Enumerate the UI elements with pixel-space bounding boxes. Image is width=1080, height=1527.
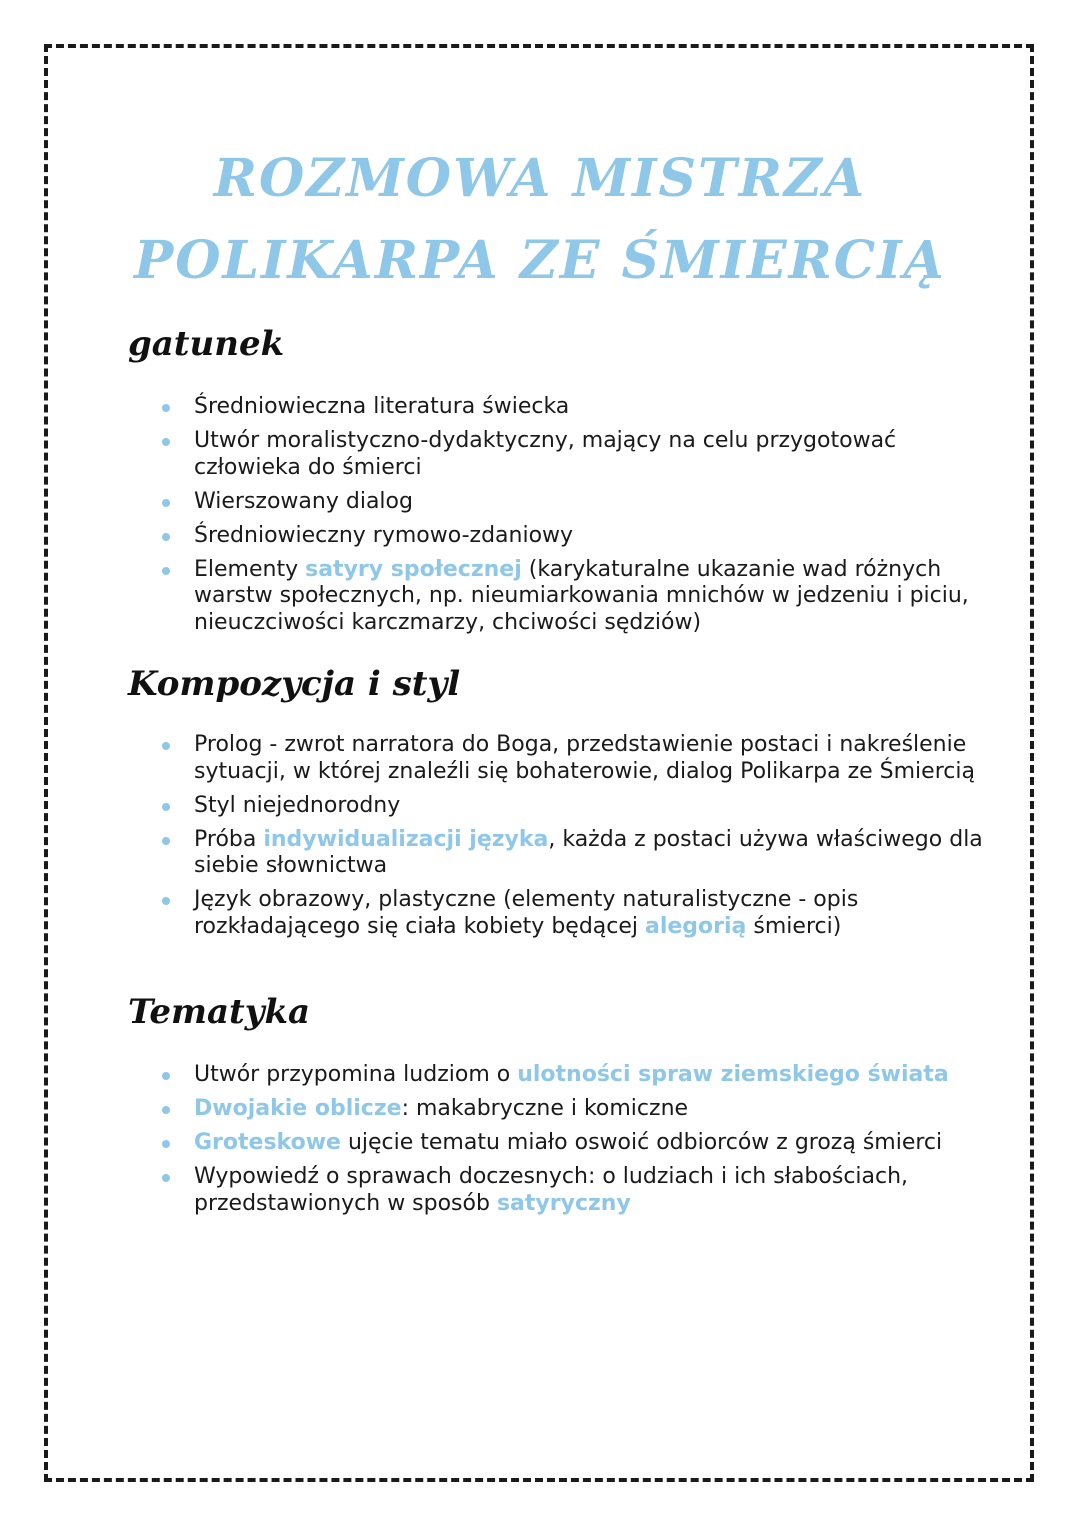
highlighted-term: alegorią	[645, 913, 747, 939]
highlighted-term: satyry społecznej	[305, 556, 522, 582]
list-item	[128, 1130, 988, 1157]
highlighted-term: satyryczny	[496, 1190, 631, 1216]
bullet-list-tematyka	[128, 1062, 988, 1225]
item-text: Wypowiedź o sprawach doczesnych: o ludziach i ich słabościach, przedstawionych w sposób	[194, 1164, 909, 1216]
list-item	[128, 1062, 988, 1089]
item-text: Utwór moralistyczno-dydaktyczny, mający na celu przygotować człowieka do śmierci	[194, 428, 897, 480]
list-item	[128, 394, 988, 421]
highlighted-term: Groteskowe	[194, 1130, 341, 1155]
bullet-list-gatunek	[128, 394, 988, 644]
bullet-dot-icon	[162, 567, 170, 575]
item-text: Prolog - zwrot narratora do Boga, przedstawienie postaci i nakreślenie sytuacji, w której znaleźli się bohaterowie, dialog Polikarpa ze Śmiercią	[194, 732, 975, 784]
bullet-dot-icon	[162, 742, 170, 750]
item-text: Średniowieczna literatura świecka	[194, 394, 570, 419]
section-heading-gatunek: gatunek	[128, 324, 285, 364]
bullet-dot-icon	[162, 897, 170, 905]
bullet-dot-icon	[162, 499, 170, 507]
highlighted-term: Dwojakie oblicze	[194, 1096, 402, 1121]
bullet-dot-icon	[162, 404, 170, 412]
item-text: Elementy	[194, 556, 306, 582]
bullet-dot-icon	[162, 837, 170, 845]
item-text: , każda z postaci używa właściwego dla siebie słownictwa	[194, 826, 983, 878]
section-heading-tematyka: Tematyka	[128, 992, 311, 1032]
list-item	[128, 1164, 988, 1217]
section-heading-kompozycja: Kompozycja i styl	[128, 664, 461, 704]
bullet-dot-icon	[162, 1174, 170, 1182]
list-item	[128, 489, 988, 516]
item-text: Styl niejednorodny	[194, 792, 401, 818]
item-text: Język obrazowy, plastyczne (elementy naturalistyczne - opis rozkładającego się ciała kobiety będącej	[194, 887, 859, 939]
item-text: ujęcie tematu miało oswoić odbiorców z grozą śmierci	[340, 1130, 943, 1155]
item-text: Średniowieczny rymowo-zdaniowy	[194, 522, 574, 548]
bullet-list-kompozycja	[128, 732, 988, 948]
list-item	[128, 523, 988, 550]
list-item	[128, 557, 988, 637]
list-item	[128, 887, 988, 940]
list-item	[128, 827, 988, 880]
list-item	[128, 732, 988, 785]
item-text: (karykaturalne ukazanie wad różnych warstw społecznych, np. nieumiarkowania mnichów w jedzeniu i piciu, nieuczciwości karczmarzy, chciwości sędziów)	[194, 556, 969, 635]
item-text: Próba	[194, 826, 264, 852]
highlighted-term: ulotności spraw ziemskiego świata	[517, 1062, 949, 1087]
bullet-dot-icon	[162, 1072, 170, 1080]
highlighted-term: indywidualizacji języka	[263, 826, 549, 852]
list-item	[128, 793, 988, 820]
bullet-dot-icon	[162, 438, 170, 446]
bullet-dot-icon	[162, 533, 170, 541]
item-text: : makabryczne i komiczne	[401, 1096, 689, 1121]
item-text: Utwór przypomina ludziom o	[194, 1062, 518, 1087]
bullet-dot-icon	[162, 1140, 170, 1148]
page-title: ROZMOWA MISTRZA POLIKARPA ZE ŚMIERCIĄ	[134, 148, 946, 291]
item-text: Wierszowany dialog	[194, 488, 413, 514]
list-item	[128, 428, 988, 481]
list-item	[128, 1096, 988, 1123]
bullet-dot-icon	[162, 1106, 170, 1114]
bullet-dot-icon	[162, 803, 170, 811]
item-text: śmierci)	[746, 913, 842, 939]
